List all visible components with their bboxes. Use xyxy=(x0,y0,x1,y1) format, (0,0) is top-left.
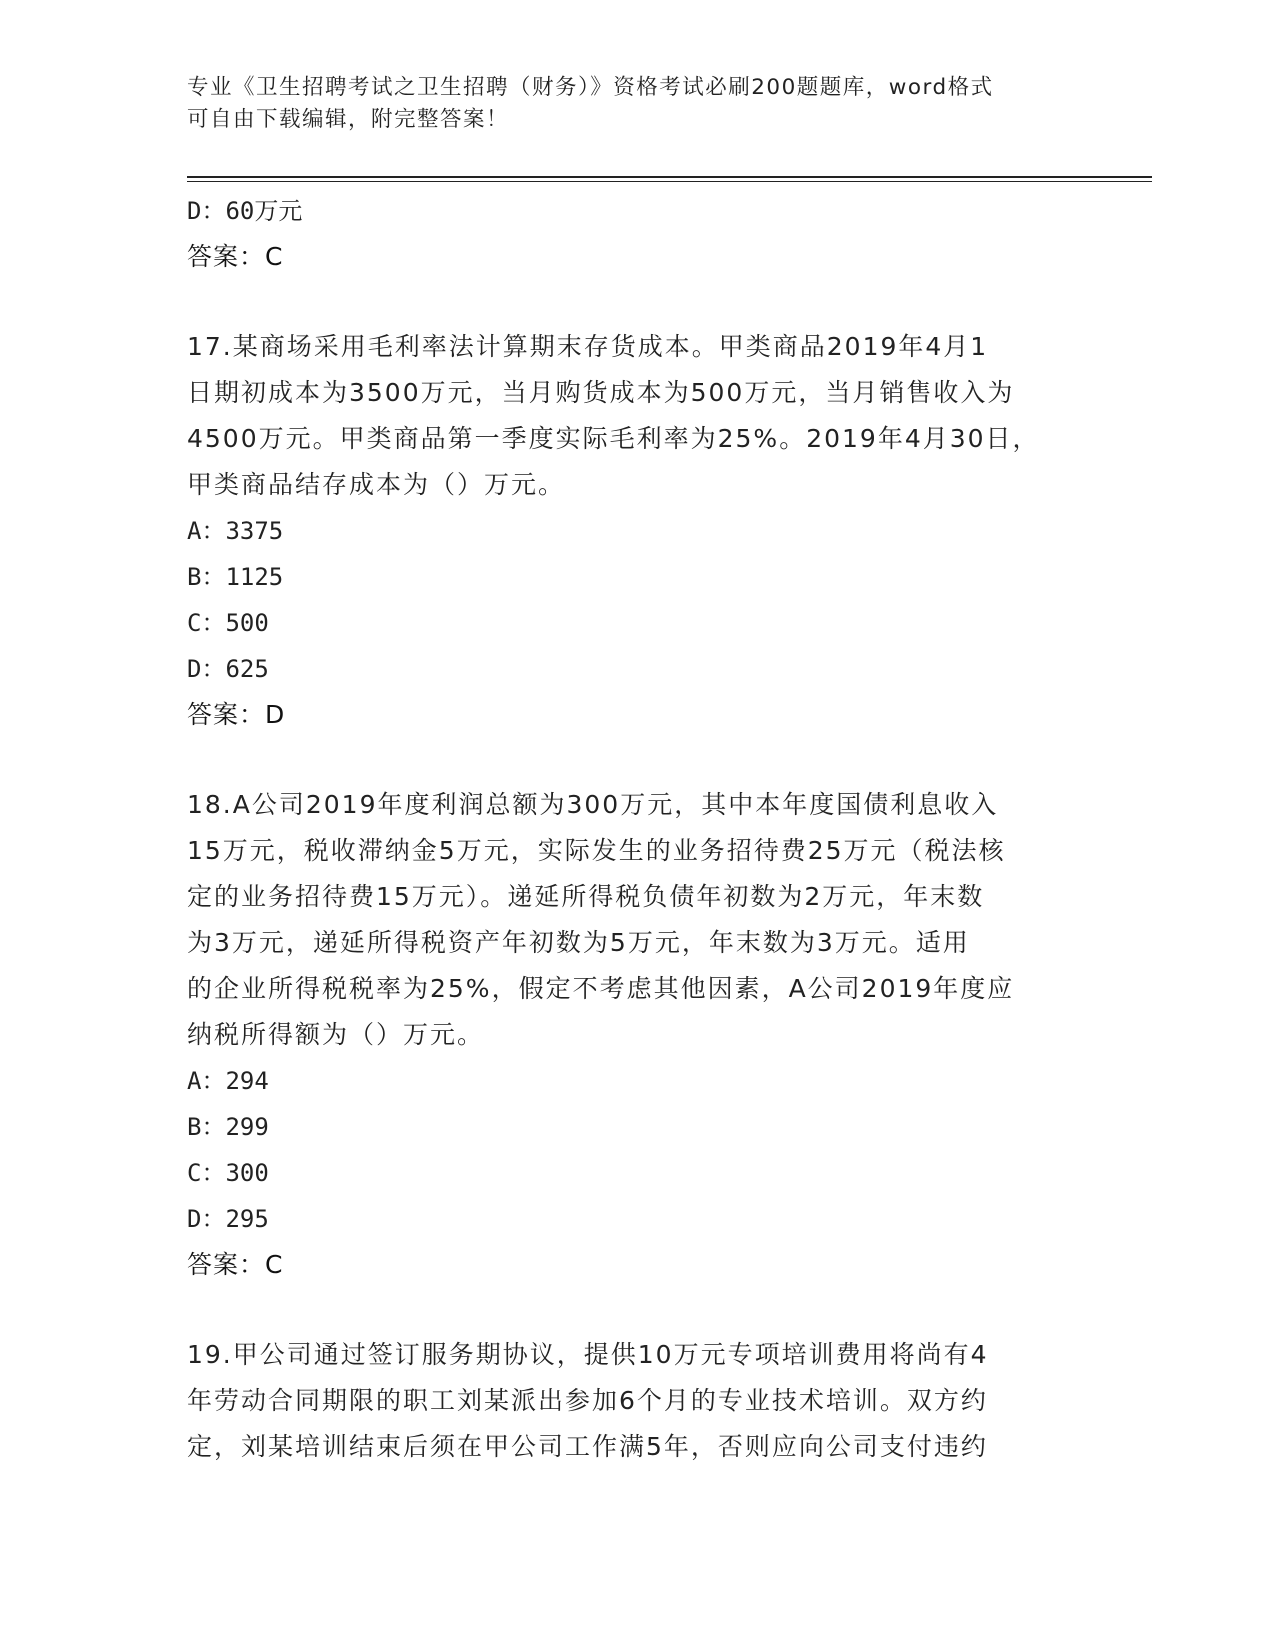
header-line-1: 专业《卫生招聘考试之卫生招聘（财务）》资格考试必刷200题题库，word格式 xyxy=(187,75,994,100)
question-text-line: 纳税所得额为（）万元。 xyxy=(187,1020,485,1049)
option-c: C：300 xyxy=(187,1159,269,1187)
question-text-line: 的企业所得税税率为25%，假定不考虑其他因素，A公司2019年度应 xyxy=(187,974,1015,1003)
option-b: B：299 xyxy=(187,1113,269,1141)
option-d: D：295 xyxy=(187,1205,269,1233)
document-header xyxy=(187,72,1067,136)
question-17 xyxy=(187,324,1087,738)
question-text-line: 18.A公司2019年度利润总额为300万元，其中本年度国债利息收入 xyxy=(187,790,999,819)
question-text-line: 15万元，税收滞纳金5万元，实际发生的业务招待费25万元（税法核 xyxy=(187,836,1006,865)
question-text-line: 定的业务招待费15万元）。递延所得税负债年初数为2万元，年末数 xyxy=(187,882,985,911)
option-a: A：3375 xyxy=(187,517,284,545)
question-19 xyxy=(187,1332,1087,1470)
question-text-line: 19.甲公司通过签订服务期协议，提供10万元专项培训费用将尚有4 xyxy=(187,1340,989,1369)
option-b: B：1125 xyxy=(187,563,284,591)
header-rule-thick xyxy=(187,176,1152,178)
answer-line: 答案：C xyxy=(187,1250,284,1279)
option-c: C：500 xyxy=(187,609,269,637)
header-line-2: 可自由下载编辑，附完整答案！ xyxy=(187,107,510,132)
answer-line: 答案：C xyxy=(187,242,284,271)
question-text-line: 年劳动合同期限的职工刘某派出参加6个月的专业技术培训。双方约 xyxy=(187,1386,988,1415)
document-body xyxy=(187,188,1087,1470)
question-text-line: 甲类商品结存成本为（）万元。 xyxy=(187,470,566,499)
header-rule-thin xyxy=(187,181,1152,182)
option-d: D：625 xyxy=(187,655,269,683)
question-text-line: 为3万元，递延所得税资产年初数为5万元，年末数为3万元。适用 xyxy=(187,928,970,957)
question-18 xyxy=(187,782,1087,1288)
option-d: D：60万元 xyxy=(187,197,303,225)
answer-line: 答案：D xyxy=(187,700,286,729)
question-text-line: 17.某商场采用毛利率法计算期末存货成本。甲类商品2019年4月1 xyxy=(187,332,989,361)
spacer xyxy=(187,1288,1087,1332)
question-text-line: 4500万元。甲类商品第一季度实际毛利率为25%。2019年4月30日， xyxy=(187,424,1040,453)
option-a: A：294 xyxy=(187,1067,269,1095)
question-text-line: 日期初成本为3500万元，当月购货成本为500万元，当月销售收入为 xyxy=(187,378,1015,407)
question-text-line: 定，刘某培训结束后须在甲公司工作满5年，否则应向公司支付违约 xyxy=(187,1432,988,1461)
previous-question-tail xyxy=(187,188,1087,280)
spacer xyxy=(187,280,1087,324)
spacer xyxy=(187,738,1087,782)
